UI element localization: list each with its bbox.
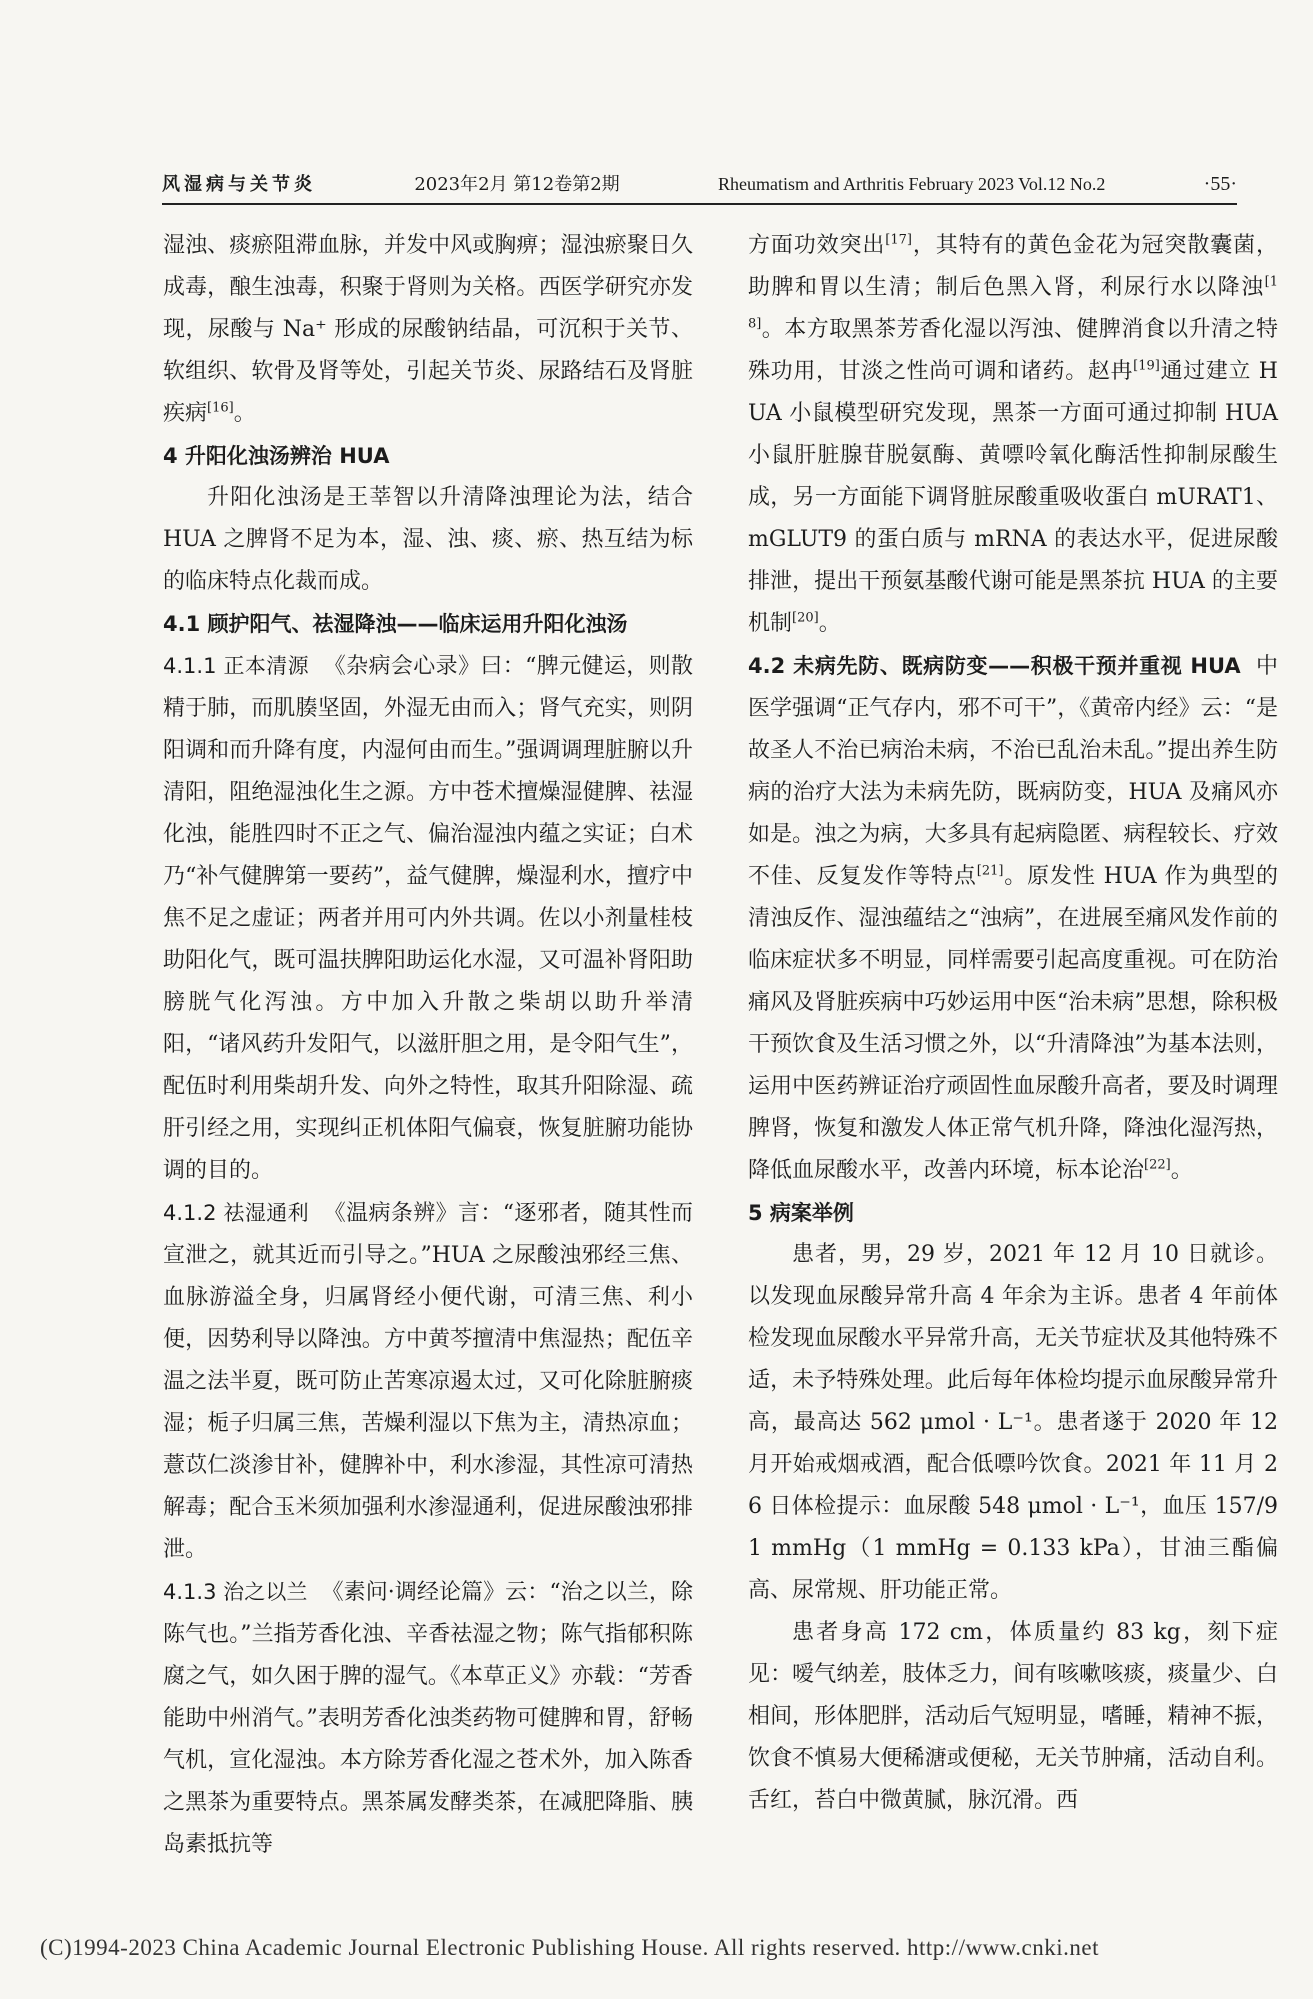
paragraph: 4.2 未病先防、既病防变——积极干预并重视 HUA 中医学强调“正气存内，邪不可干”，《黄帝内经》云：“是故圣人不治已病治未病，不治已乱治未乱。”提出养生防病的治疗大法为未病先防，既病防变，HUA 及痛风亦如是。浊之为病，大多具有起病隐匿、病程较长、疗效不佳、反复发作等特点[21]。原发性 HUA 作为典型的清浊反作、湿浊蕴结之“浊病”，在进展至痛风发作前的临床症状多不明显，同样需要引起高度重视。可在防治痛风及肾脏疾病中巧妙运用中医“治未病”思想，除积极干预饮食及生活习惯之外，以“升清降浊”为基本法则，运用中医药辨证治疗顽固性血尿酸升高者，要及时调理脾肾，恢复和激发人体正常气机升降，降浊化湿泻热，降低血尿酸水平，改善内环境，标本论治[22]。: [748, 654, 1278, 1183]
paragraph: 患者身高 172 cm，体质量约 83 kg，刻下症见：嗳气纳差，肢体乏力，间有咳嗽咳痰，痰量少、白相间，形体肥胖，活动后气短明显，嗜睡，精神不振，饮食不慎易大便稀溏或便秘，无关节肿痛，活动自利。舌红，苔白中微黄腻，脉沉滑。西: [748, 1620, 1278, 1813]
citation-ref[interactable]: [22]: [1144, 1157, 1171, 1173]
citation-ref[interactable]: [21]: [976, 863, 1004, 879]
paragraph: 湿浊、痰瘀阻滞血脉，并发中风或胸痹；湿浊瘀聚日久成毒，酿生浊毒，积聚于肾则为关格。西医学研究亦发现，尿酸与 Na⁺ 形成的尿酸钠结晶，可沉积于关节、软组织、软骨及肾等处，引起关节炎、尿路结石及肾脏疾病[16]。: [163, 233, 693, 426]
citation-ref[interactable]: [19]: [1133, 358, 1160, 374]
paragraph: 升阳化浊汤是王莘智以升清降浊理论为法，结合 HUA 之脾肾不足为本，湿、浊、痰、瘀、热互结为标的临床特点化裁而成。: [163, 485, 693, 594]
left-column: [163, 225, 693, 1866]
citation-ref[interactable]: [18]: [748, 274, 1278, 332]
issue-info-cn: 2023年2月 第12卷第2期: [414, 174, 620, 195]
citation-ref[interactable]: [20]: [792, 610, 819, 626]
section-heading-4: 4 升阳化浊汤辨治 HUA: [163, 444, 390, 468]
citation-ref[interactable]: [16]: [207, 400, 234, 416]
paragraph: 方面功效突出[17]，其特有的黄色金花为冠突散囊菌，助脾和胃以生清；制后色黑入肾，利尿行水以降浊[18]。本方取黑茶芳香化湿以泻浊、健脾消食以升清之特殊功用，甘淡之性尚可调和诸药。赵冉[19]通过建立 HUA 小鼠模型研究发现，黑茶一方面可通过抑制 HUA 小鼠肝脏腺苷脱氨酶、黄嘌呤氧化酶活性抑制尿酸生成，另一方面能下调肾脏尿酸重吸收蛋白 mURAT1、mGLUT9 的蛋白质与 mRNA 的表达水平，促进尿酸排泄，提出干预氨基酸代谢可能是黑茶抗 HUA 的主要机制[20]。: [748, 232, 1278, 636]
section-heading-4-1-2: 4.1.2 祛湿通利: [163, 1201, 309, 1225]
paragraph: 4.1.1 正本清源 《杂病会心录》曰：“脾元健运，则散精于肺，而肌腠坚固，外湿无由而入；肾气充实，则阴阳调和而升降有度，内湿何由而生。”强调调理脏腑以升清阳，阻绝湿浊化生之源。方中苍术擅燥湿健脾、祛湿化浊，能胜四时不正之气、偏治湿浊内蕴之实证；白术乃“补气健脾第一要药”，益气健脾，燥湿利水，擅疗中焦不足之虚证；两者并用可内外共调。佐以小剂量桂枝助阳化气，既可温扶脾阳助运化水湿，又可温补肾阳助膀胱气化泻浊。方中加入升散之柴胡以助升举清阳，“诸风药升发阳气，以滋肝胆之用，是令阳气生”，配伍时利用柴胡升发、向外之特性，取其升阳除湿、疏肝引经之用，实现纠正机体阳气偏衰，恢复脏腑功能协调的目的。: [163, 654, 694, 1183]
citation-ref[interactable]: [17]: [885, 232, 912, 248]
right-column: [748, 225, 1278, 1822]
section-heading-4-1-3: 4.1.3 治之以兰: [163, 1580, 308, 1604]
running-header: [162, 170, 1237, 205]
journal-title-cn: 风湿病与关节炎: [162, 174, 316, 195]
section-heading-4-1-1: 4.1.1 正本清源: [163, 654, 309, 678]
section-heading-5: 5 病案举例: [748, 1201, 854, 1225]
copyright-footer: (C)1994-2023 China Academic Journal Electronic Publishing House. All rights reserved. http://www.cnki.net: [40, 1935, 1099, 1960]
section-heading-4-2: 4.2 未病先防、既病防变——积极干预并重视 HUA: [748, 654, 1241, 678]
paragraph: 4.1.2 祛湿通利 《温病条辨》言：“逐邪者，随其性而宣泄之，就其近而引导之。”HUA 之尿酸浊邪经三焦、血脉游溢全身，归属肾经小便代谢，可清三焦、利小便，因势利导以降浊。方中黄芩擅清中焦湿热；配伍辛温之法半夏，既可防止苦寒凉遏太过，又可化除脏腑痰湿；栀子归属三焦，苦燥利湿以下焦为主，清热凉血；薏苡仁淡渗甘补，健脾补中，利水渗湿，其性凉可清热解毒；配合玉米须加强利水渗湿通利，促进尿酸浊邪排泄。: [163, 1201, 694, 1562]
page-number: ·55·: [1203, 173, 1237, 195]
section-heading-4-1: 4.1 顾护阳气、祛湿降浊——临床运用升阳化浊汤: [163, 612, 628, 636]
paragraph: 4.1.3 治之以兰 《素问·调经论篇》云：“治之以兰，除陈气也。”兰指芳香化浊、辛香祛湿之物；陈气指郁积陈腐之气，如久困于脾的湿气。《本草正义》亦载：“芳香能助中州消气。”表明芳香化浊类药物可健脾和胃，舒畅气机，宣化湿浊。本方除芳香化湿之苍术外，加入陈香之黑茶为重要特点。黑茶属发酵类茶，在减肥降脂、胰岛素抵抗等: [163, 1580, 693, 1857]
issue-info-en: Rheumatism and Arthritis February 2023 Vol.12 No.2: [718, 174, 1106, 194]
paragraph: 患者，男，29 岁，2021 年 12 月 10 日就诊。以发现血尿酸异常升高 4 年余为主诉。患者 4 年前体检发现血尿酸水平异常升高，无关节症状及其他特殊不适，未予特殊处理。此后每年体检均提示血尿酸异常升高，最高达 562 μmol · L⁻¹。患者遂于 2020 年 12 月开始戒烟戒酒，配合低嘌吟饮食。2021 年 11 月 26 日体检提示：血尿酸 548 μmol · L⁻¹，血压 157/91 mmHg（1 mmHg = 0.133 kPa），甘油三酯偏高、尿常规、肝功能正常。: [748, 1242, 1278, 1603]
